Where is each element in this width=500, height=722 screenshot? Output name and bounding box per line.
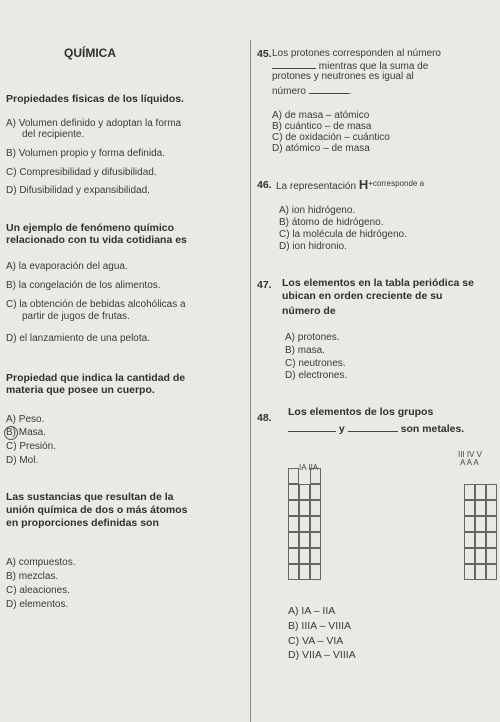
q48-blank-2[interactable] — [348, 422, 398, 432]
q1-prompt: Propiedades físicas de los líquidos. — [6, 93, 184, 105]
table-cell — [486, 516, 497, 532]
table-cell — [288, 516, 299, 532]
q2-prompt-line2: relacionado con tu vida cotidiana es — [6, 234, 187, 246]
q1-option-b[interactable]: B) Volumen propio y forma definida. — [6, 148, 165, 159]
table-cell — [475, 532, 486, 548]
table-cell — [310, 484, 321, 500]
table-cell — [486, 532, 497, 548]
column-divider — [250, 40, 251, 722]
q48-option-c[interactable]: C) VA – VIA — [288, 635, 344, 647]
table-cell — [310, 564, 321, 580]
q4-prompt-line2: unión química de dos o más átomos — [6, 504, 188, 516]
q1-option-a[interactable]: A) Volumen definido y adoptan la forma — [6, 118, 182, 129]
table-right-groups: III IV V — [458, 450, 483, 459]
q2-option-d[interactable]: D) el lanzamiento de una pelota. — [6, 333, 150, 344]
q45-line3: protones y neutrones es igual al — [272, 71, 414, 82]
table-cell — [464, 484, 475, 500]
q4-prompt-line3: en proporciones definidas son — [6, 517, 159, 529]
table-cell — [299, 484, 310, 500]
table-cell — [310, 548, 321, 564]
table-cell — [486, 548, 497, 564]
table-cell — [475, 484, 486, 500]
q4-option-b[interactable]: B) mezclas. — [6, 571, 59, 582]
table-cell — [486, 500, 497, 516]
table-cell — [475, 548, 486, 564]
q48-option-a[interactable]: A) IA – IIA — [288, 605, 336, 617]
q45-option-d[interactable]: D) atómico – de masa — [272, 143, 370, 154]
q48-option-d[interactable]: D) VIIA – VIIIA — [288, 649, 356, 661]
table-cell — [299, 548, 310, 564]
table-cell — [464, 548, 475, 564]
q48-number: 48. — [257, 412, 272, 424]
table-cell — [475, 516, 486, 532]
q45-blank-1[interactable] — [272, 59, 316, 69]
table-cell — [299, 500, 310, 516]
q4-prompt-line1: Las sustancias que resultan de la — [6, 491, 174, 503]
table-cell — [464, 532, 475, 548]
q45-line1: Los protones corresponden al número — [272, 48, 441, 59]
table-cell — [288, 484, 299, 500]
q48-blank-1[interactable] — [288, 422, 336, 432]
q48-line1: Los elementos de los grupos — [288, 406, 434, 418]
q3-option-b[interactable]: B) Masa. — [6, 427, 47, 438]
q47-option-c[interactable]: C) neutrones. — [285, 358, 346, 369]
q45-option-a[interactable]: A) de masa – atómico — [272, 110, 370, 121]
q47-line3: número de — [282, 305, 336, 317]
q45-option-c[interactable]: C) de oxidación – cuántico — [272, 132, 390, 143]
q2-option-b[interactable]: B) la congelación de los alimentos. — [6, 280, 161, 291]
q1-option-c[interactable]: C) Compresibilidad y difusibilidad. — [6, 167, 157, 178]
table-cell — [299, 532, 310, 548]
q46-line: La representación $H^{+corresponde a}$ — [276, 177, 425, 192]
q46-option-b[interactable]: B) átomo de hidrógeno. — [279, 217, 384, 228]
q1-option-a-cont: del recipiente. — [22, 129, 85, 140]
q45-line4: número . — [272, 86, 352, 97]
table-cell — [486, 564, 497, 580]
q47-number: 47. — [257, 279, 272, 291]
table-cell — [288, 548, 299, 564]
table-cell — [299, 564, 310, 580]
table-cell — [475, 500, 486, 516]
q45-blank-2[interactable] — [309, 84, 349, 94]
q47-option-b[interactable]: B) masa. — [285, 345, 326, 356]
q46-option-d[interactable]: D) ion hidronio. — [279, 241, 347, 252]
table-cell — [310, 468, 321, 484]
subject-title: QUÍMICA — [64, 46, 116, 60]
table-cell — [310, 516, 321, 532]
q46-number: 46. — [257, 179, 272, 191]
q47-line2: ubican en orden creciente de su — [282, 290, 443, 302]
table-cell — [310, 500, 321, 516]
table-cell — [310, 532, 321, 548]
table-cell — [464, 500, 475, 516]
hydrogen-symbol: H — [358, 177, 369, 192]
table-cell — [288, 468, 299, 484]
q46-option-a[interactable]: A) ion hidrógeno. — [279, 205, 356, 216]
q3-prompt-line1: Propiedad que indica la cantidad de — [6, 372, 186, 384]
table-cell — [288, 564, 299, 580]
table-cell — [299, 516, 310, 532]
q3-option-a[interactable]: A) Peso. — [6, 414, 45, 425]
q45-number: 45. — [257, 48, 272, 60]
q1-option-d[interactable]: D) Difusibilidad y expansibilidad. — [6, 185, 150, 196]
q45-option-b[interactable]: B) cuántico – de masa — [272, 121, 372, 132]
q4-option-a[interactable]: A) compuestos. — [6, 557, 76, 568]
q47-option-d[interactable]: D) electrones. — [285, 370, 348, 381]
q45-line2: mientras que la suma de — [272, 59, 428, 73]
q48-option-b[interactable]: B) IIIA – VIIIA — [288, 620, 352, 632]
q2-option-c-cont: partir de jugos de frutas. — [22, 311, 130, 322]
table-right-sub: A A A — [460, 458, 479, 467]
table-left-groups: IA IIA — [299, 463, 319, 472]
q4-option-c[interactable]: C) aleaciones. — [6, 585, 70, 596]
q46-option-c[interactable]: C) la molécula de hidrógeno. — [279, 229, 407, 240]
table-cell — [486, 484, 497, 500]
table-cell — [288, 500, 299, 516]
q2-prompt-line1: Un ejemplo de fenómeno químico — [6, 222, 175, 234]
q48-line2: y son metales. — [288, 422, 464, 435]
table-cell — [288, 532, 299, 548]
q4-option-d[interactable]: D) elementos. — [6, 599, 69, 610]
q2-option-a[interactable]: A) la evaporación del agua. — [6, 261, 128, 272]
q47-option-a[interactable]: A) protones. — [285, 332, 340, 343]
q3-prompt-line2: materia que posee un cuerpo. — [6, 384, 155, 396]
table-cell — [475, 564, 486, 580]
q3-option-c[interactable]: C) Presión. — [6, 441, 57, 452]
table-cell — [464, 564, 475, 580]
table-cell — [464, 516, 475, 532]
q3-option-d[interactable]: D) Mol. — [6, 455, 39, 466]
q47-line1: Los elementos en la tabla periódica se — [282, 277, 474, 289]
q2-option-c[interactable]: C) la obtención de bebidas alcohólicas a — [6, 299, 186, 310]
